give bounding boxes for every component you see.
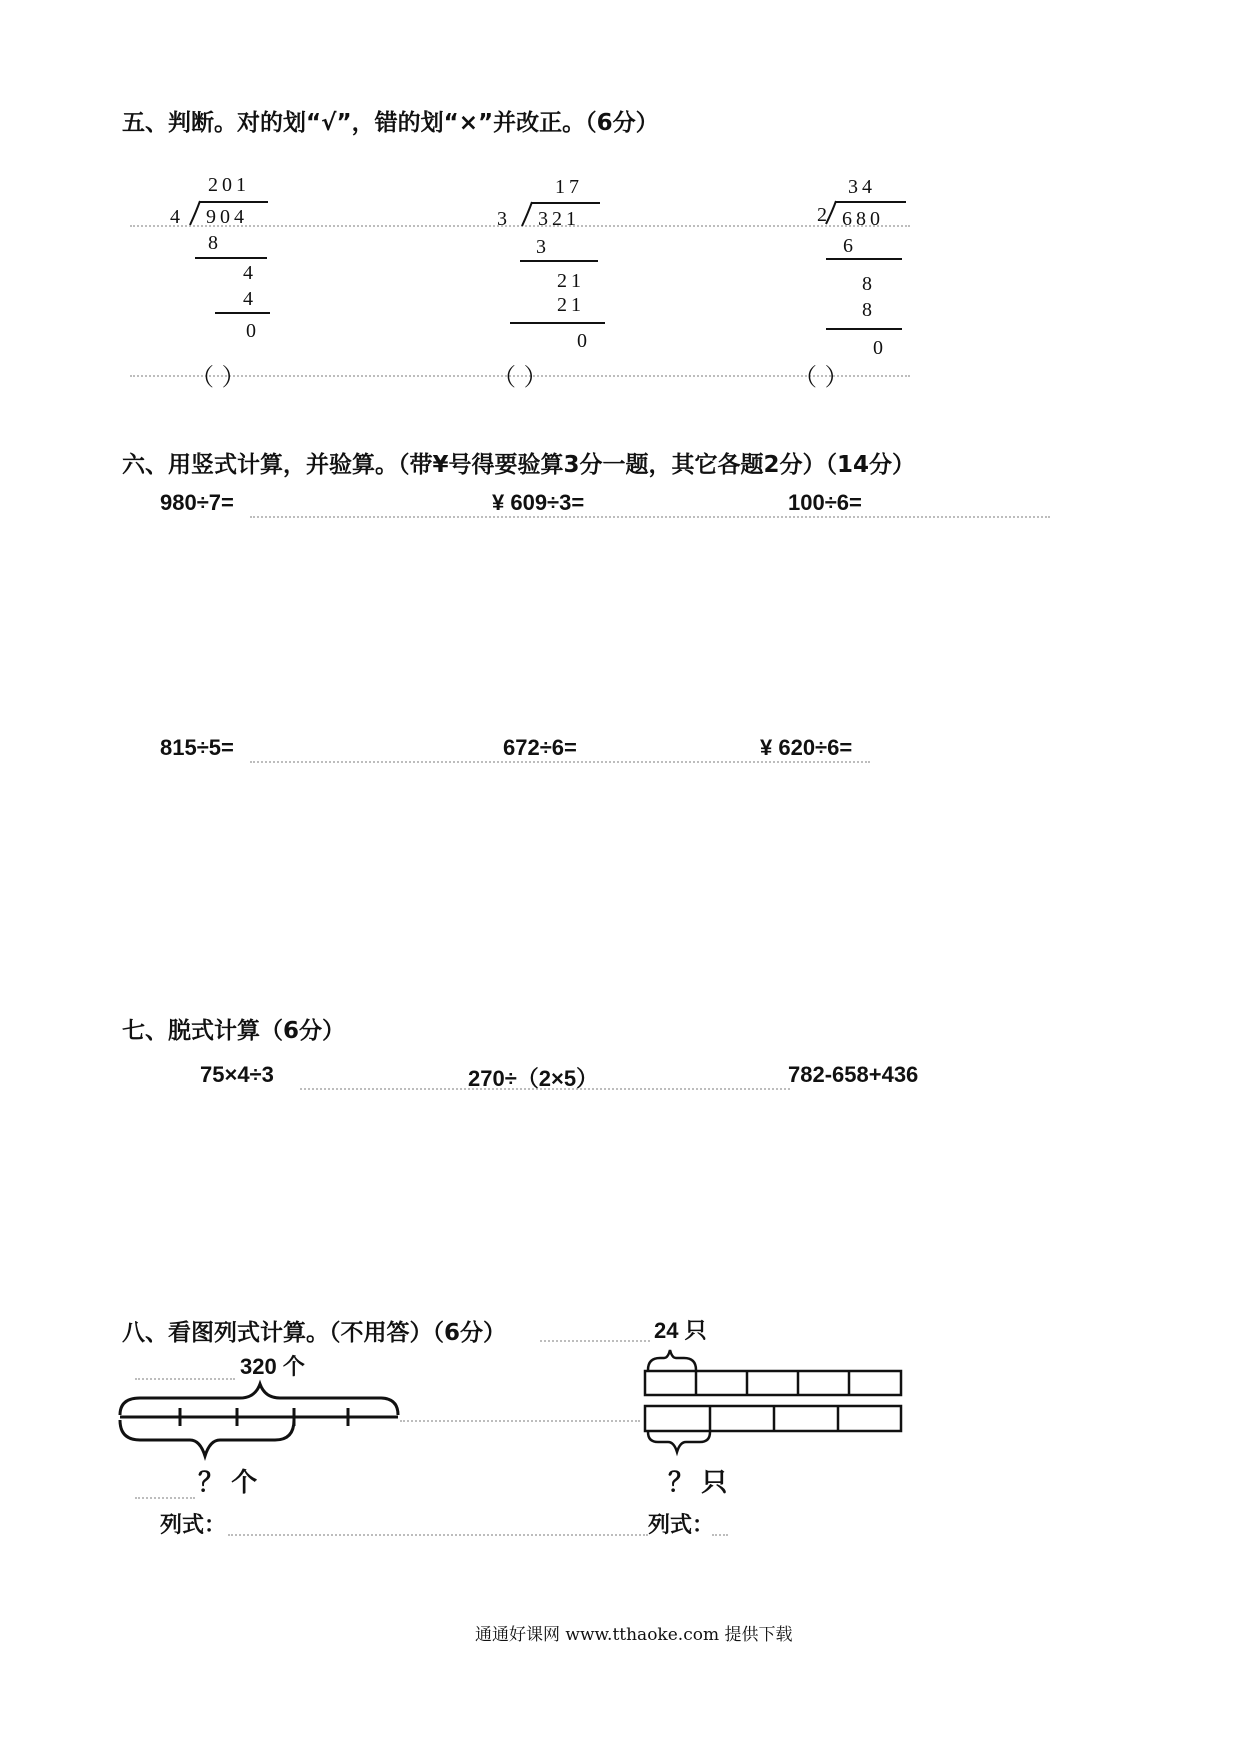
section-eight-heading: 八、看图列式计算。（不用答）（6分） bbox=[122, 1320, 507, 1346]
section-seven-heading: 七、脱式计算（6分） bbox=[122, 1018, 346, 1044]
expression-1: 75×4÷3 bbox=[200, 1062, 274, 1087]
problem-100-div-6: 100÷6= bbox=[788, 490, 862, 515]
formula-right-line[interactable] bbox=[712, 1534, 728, 1536]
answer-paren[interactable]: （ ） bbox=[793, 363, 849, 391]
dividend: 321 bbox=[538, 208, 580, 230]
step-1: 8 bbox=[208, 232, 222, 254]
divisor: 4 bbox=[170, 206, 184, 228]
footer-text: 通通好课网 www.tthaoke.com 提供下载 bbox=[475, 1625, 793, 1645]
expression-3: 782-658+436 bbox=[788, 1062, 919, 1087]
bottom-brace bbox=[120, 1420, 294, 1456]
quotient: 201 bbox=[208, 174, 250, 196]
divisor: 3 bbox=[497, 208, 511, 230]
left-total-label: 320 个 bbox=[240, 1354, 305, 1379]
formula-left-label: 列式： bbox=[160, 1512, 227, 1537]
dividend: 680 bbox=[842, 208, 884, 230]
left-question-label: ？ 个 bbox=[198, 1467, 258, 1497]
right-top-brace bbox=[648, 1350, 696, 1370]
right-question-label: ？ 只 bbox=[668, 1467, 728, 1497]
step-1: 3 bbox=[536, 236, 550, 258]
section-six-heading: 六、用竖式计算，并验算。（带¥号得要验算3分一题，其它各题2分）（14分） bbox=[122, 452, 916, 478]
expression-2: 270÷（2×5） bbox=[468, 1066, 599, 1091]
remainder: 0 bbox=[246, 320, 260, 342]
formula-right-label: 列式： bbox=[648, 1512, 715, 1537]
step-3: 8 bbox=[862, 299, 876, 321]
divisor: 2 bbox=[817, 204, 831, 226]
right-bottom-brace bbox=[648, 1432, 710, 1452]
top-brace bbox=[120, 1384, 398, 1415]
step-2: 4 bbox=[243, 262, 257, 284]
quotient: 34 bbox=[848, 176, 876, 198]
step-1: 6 bbox=[843, 235, 857, 257]
problem-609-div-3: ¥ 609÷3= bbox=[492, 490, 585, 515]
step-3: 4 bbox=[243, 288, 257, 310]
step-2: 21 bbox=[557, 270, 585, 292]
problem-672-div-6: 672÷6= bbox=[503, 735, 577, 760]
remainder: 0 bbox=[873, 337, 887, 359]
step-2: 8 bbox=[862, 273, 876, 295]
section-five-heading: 五、判断。对的划“√”，错的划“×”并改正。（6分） bbox=[122, 110, 659, 136]
dotted-guide bbox=[135, 1497, 195, 1499]
answer-paren[interactable]: （ ） bbox=[190, 363, 246, 391]
step-3: 21 bbox=[557, 294, 585, 316]
answer-paren[interactable]: （ ） bbox=[492, 363, 548, 391]
problem-815-div-5: 815÷5= bbox=[160, 735, 234, 760]
formula-left-line[interactable] bbox=[228, 1534, 648, 1536]
quotient: 17 bbox=[555, 176, 583, 198]
problem-980-div-7: 980÷7= bbox=[160, 490, 234, 515]
right-top-label: 24 只 bbox=[654, 1318, 707, 1343]
problem-620-div-6: ¥ 620÷6= bbox=[760, 735, 853, 760]
remainder: 0 bbox=[577, 330, 591, 352]
dividend: 904 bbox=[206, 206, 248, 228]
